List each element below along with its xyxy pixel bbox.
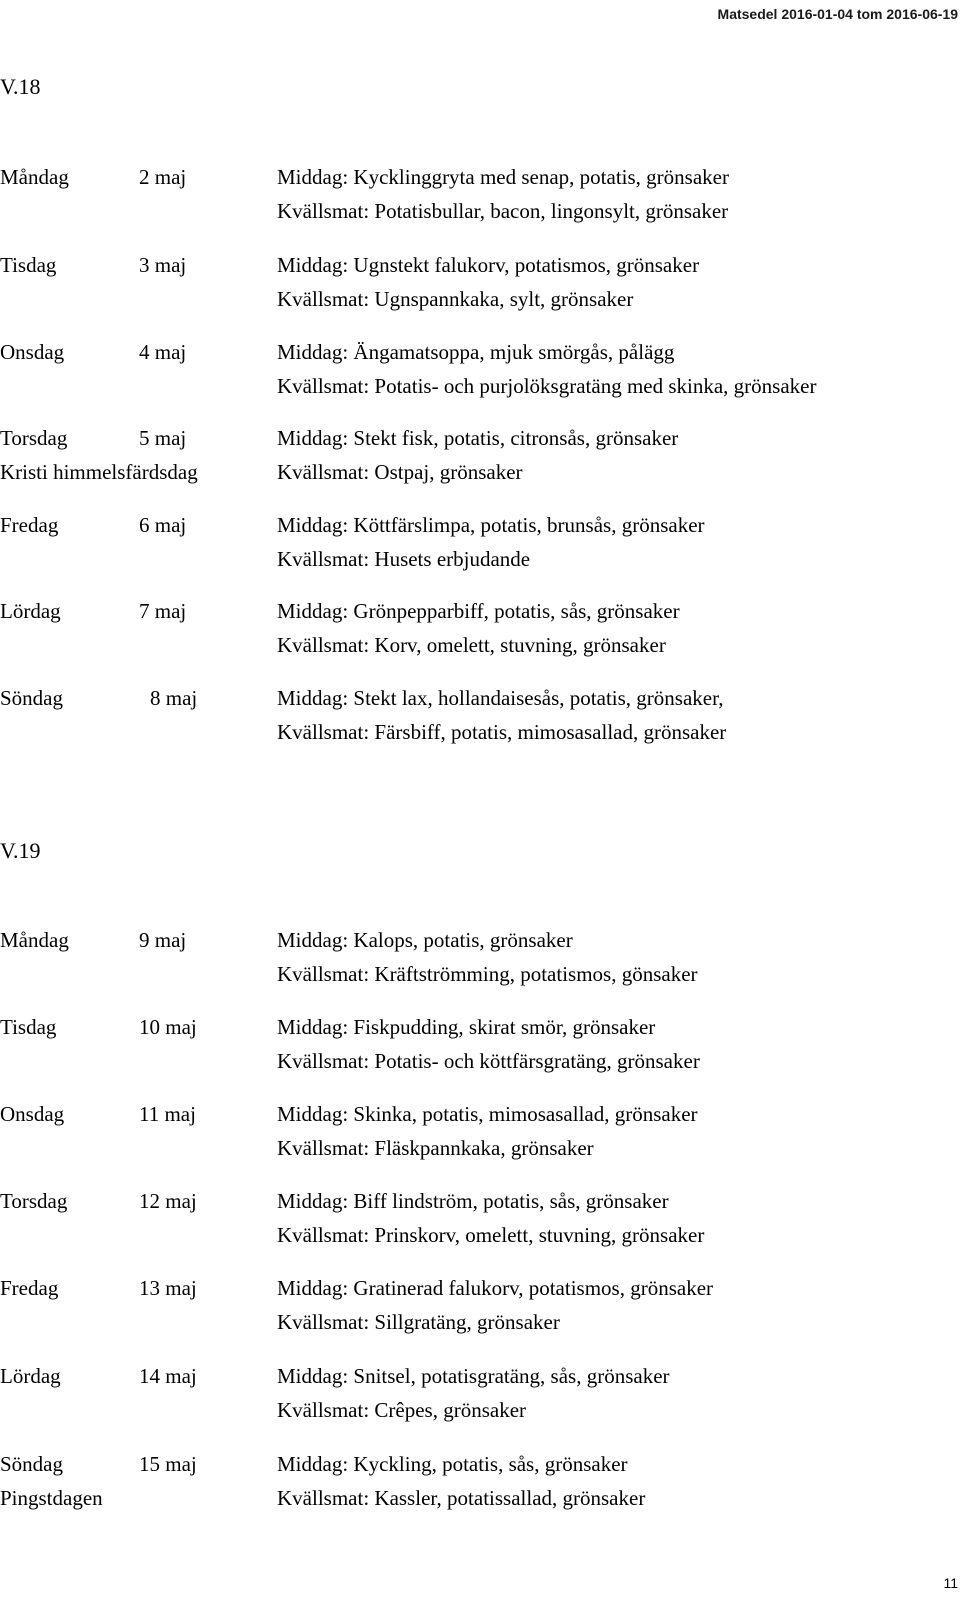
menu-day-row [0, 684, 960, 752]
day-name: Torsdag [0, 426, 68, 450]
menu-day-row [0, 163, 960, 231]
day-name: Söndag [0, 686, 63, 710]
middag-text: Middag: Snitsel, potatisgratäng, sås, grönsaker [277, 1364, 670, 1388]
day-date: 7 maj [139, 599, 187, 623]
day-date: 6 maj [139, 513, 187, 537]
menu-day-row [0, 1013, 960, 1081]
menu-day-row [0, 1100, 960, 1168]
kvallsmat-text: Kvällsmat: Färsbiff, potatis, mimosasallad, grönsaker [277, 720, 727, 744]
page-number: 11 [943, 1575, 958, 1591]
day-name: Lördag [0, 599, 61, 623]
middag-text: Middag: Ugnstekt falukorv, potatismos, grönsaker [277, 253, 700, 277]
holiday-note: Kristi himmelsfärdsdag [0, 460, 198, 484]
menu-day-row [0, 424, 960, 492]
middag-text: Middag: Gratinerad falukorv, potatismos, grönsaker [277, 1276, 714, 1300]
day-name: Fredag [0, 513, 59, 537]
day-date: 13 maj [139, 1276, 197, 1300]
kvallsmat-text: Kvällsmat: Crêpes, grönsaker [277, 1398, 527, 1422]
middag-text: Middag: Kalops, potatis, grönsaker [277, 928, 573, 952]
day-date: 11 maj [139, 1102, 196, 1126]
menu-day-row [0, 1274, 960, 1342]
middag-text: Middag: Kycklinggryta med senap, potatis, grönsaker [277, 165, 729, 189]
week-label: V.19 [0, 838, 41, 863]
kvallsmat-text: Kvällsmat: Kräftströmming, potatismos, gönsaker [277, 962, 698, 986]
day-date: 3 maj [139, 253, 187, 277]
day-name: Tisdag [0, 1015, 57, 1039]
menu-day-row [0, 926, 960, 994]
day-date: 5 maj [139, 426, 187, 450]
middag-text: Middag: Ängamatsoppa, mjuk smörgås, pålägg [277, 340, 675, 364]
day-date: 12 maj [139, 1189, 197, 1213]
day-name: Onsdag [0, 340, 65, 364]
middag-text: Middag: Biff lindström, potatis, sås, grönsaker [277, 1189, 669, 1213]
day-name: Måndag [0, 165, 69, 189]
menu-day-row [0, 1187, 960, 1255]
kvallsmat-text: Kvällsmat: Ugnspannkaka, sylt, grönsaker [277, 287, 634, 311]
kvallsmat-text: Kvällsmat: Sillgratäng, grönsaker [277, 1310, 560, 1334]
middag-text: Middag: Kyckling, potatis, sås, grönsaker [277, 1452, 628, 1476]
document-header: Matsedel 2016-01-04 tom 2016-06-19 [717, 6, 958, 22]
day-date: 4 maj [139, 340, 187, 364]
day-date: 10 maj [139, 1015, 197, 1039]
kvallsmat-text: Kvällsmat: Korv, omelett, stuvning, grönsaker [277, 633, 666, 657]
day-name: Fredag [0, 1276, 59, 1300]
holiday-note: Pingstdagen [0, 1486, 103, 1510]
menu-day-row [0, 251, 960, 319]
kvallsmat-text: Kvällsmat: Potatis- och köttfärsgratäng, grönsaker [277, 1049, 700, 1073]
menu-day-row [0, 597, 960, 665]
menu-day-row [0, 1450, 960, 1518]
day-name: Torsdag [0, 1189, 68, 1213]
day-name: Måndag [0, 928, 69, 952]
kvallsmat-text: Kvällsmat: Ostpaj, grönsaker [277, 460, 523, 484]
middag-text: Middag: Stekt fisk, potatis, citronsås, grönsaker [277, 426, 679, 450]
menu-day-row [0, 338, 960, 406]
week-label: V.18 [0, 74, 41, 99]
middag-text: Middag: Skinka, potatis, mimosasallad, grönsaker [277, 1102, 698, 1126]
day-name: Söndag [0, 1452, 63, 1476]
menu-day-row [0, 1362, 960, 1430]
day-date: 15 maj [139, 1452, 197, 1476]
day-date: 9 maj [139, 928, 187, 952]
kvallsmat-text: Kvällsmat: Potatisbullar, bacon, lingonsylt, grönsaker [277, 199, 729, 223]
kvallsmat-text: Kvällsmat: Potatis- och purjolöksgratäng med skinka, grönsaker [277, 374, 817, 398]
middag-text: Middag: Grönpepparbiff, potatis, sås, grönsaker [277, 599, 680, 623]
kvallsmat-text: Kvällsmat: Prinskorv, omelett, stuvning, grönsaker [277, 1223, 705, 1247]
day-date: 14 maj [139, 1364, 197, 1388]
middag-text: Middag: Köttfärslimpa, potatis, brunsås, grönsaker [277, 513, 705, 537]
kvallsmat-text: Kvällsmat: Fläskpannkaka, grönsaker [277, 1136, 594, 1160]
menu-day-row [0, 511, 960, 579]
day-date: 8 maj [150, 686, 198, 710]
day-name: Lördag [0, 1364, 61, 1388]
day-name: Tisdag [0, 253, 57, 277]
kvallsmat-text: Kvällsmat: Kassler, potatissallad, grönsaker [277, 1486, 646, 1510]
middag-text: Middag: Stekt lax, hollandaisesås, potatis, grönsaker, [277, 686, 724, 710]
day-name: Onsdag [0, 1102, 65, 1126]
day-date: 2 maj [139, 165, 187, 189]
middag-text: Middag: Fiskpudding, skirat smör, grönsaker [277, 1015, 656, 1039]
kvallsmat-text: Kvällsmat: Husets erbjudande [277, 547, 531, 571]
